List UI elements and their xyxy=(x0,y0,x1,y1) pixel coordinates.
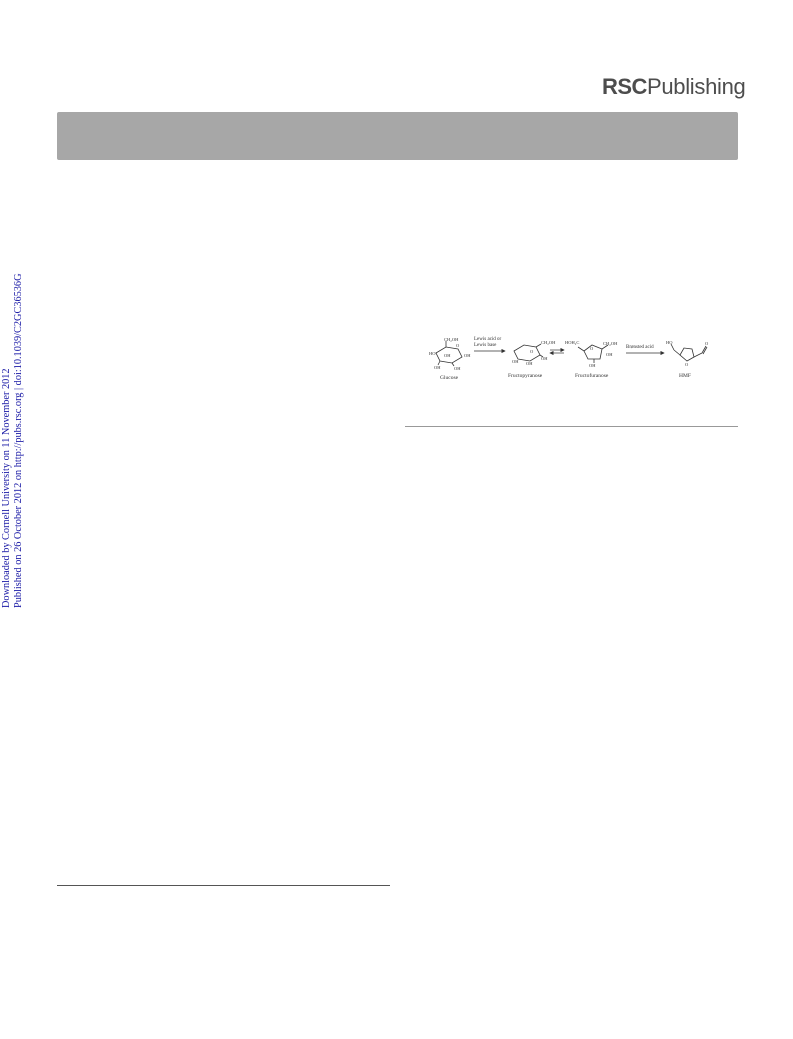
glucose-o: O xyxy=(456,343,460,348)
fructopyranose-ch2oh-1: CH₂OH xyxy=(541,340,556,345)
download-sidebar xyxy=(1,248,25,608)
fructofuranose-o: O xyxy=(590,346,594,351)
arrow1-label-2: Lewis base xyxy=(474,343,497,348)
fructofuranose-label: Fructofuranose xyxy=(575,373,609,379)
fructopyranose-oh-3: OH xyxy=(526,361,533,366)
fructopyranose-label: Fructopyranose xyxy=(508,373,543,379)
hmf-ho: HO xyxy=(666,340,673,345)
glucose-label: Glucose xyxy=(440,375,459,381)
download-line: Downloaded by Cornell University on 11 November 2012 xyxy=(1,368,12,608)
fructopyranose-o: O xyxy=(530,349,534,354)
fructopyranose-oh-2: OH xyxy=(512,359,519,364)
glucose-ch2oh: CH₂OH xyxy=(444,337,459,342)
fructofuranose-hoh2c: HOH₂C xyxy=(565,340,580,345)
hmf-ring-o: O xyxy=(685,362,689,367)
header-banner xyxy=(57,112,738,160)
hmf-structure xyxy=(671,344,707,361)
glucose-oh-4: OH xyxy=(454,366,461,371)
fructofuranose-ch2oh: CH₂OH xyxy=(603,341,618,346)
fructopyranose-oh-1: OH xyxy=(541,356,548,361)
scheme-divider xyxy=(405,426,738,427)
fructofuranose-oh-1: OH xyxy=(606,352,613,357)
published-line: Published on 26 October 2012 on http://pubs.rsc.org | doi:10.1039/C2GC36536G xyxy=(13,273,24,608)
arrow3-label: Brønsted acid xyxy=(626,345,654,350)
arrow1-label-1: Lewis acid or xyxy=(474,337,502,342)
glucose-oh-1: OH xyxy=(444,353,451,358)
glucose-oh-2: OH xyxy=(464,353,471,358)
hmf-label: HMF xyxy=(679,373,691,379)
footnote-divider xyxy=(57,885,390,886)
fructofuranose-oh-2: OH xyxy=(589,363,596,368)
rsc-publishing-logo: RSCPublishing xyxy=(602,74,746,99)
reaction-scheme xyxy=(428,333,718,383)
glucose-ho: HO xyxy=(429,351,436,356)
glucose-oh-3: OH xyxy=(434,365,441,370)
hmf-carbonyl-o: O xyxy=(705,341,709,346)
